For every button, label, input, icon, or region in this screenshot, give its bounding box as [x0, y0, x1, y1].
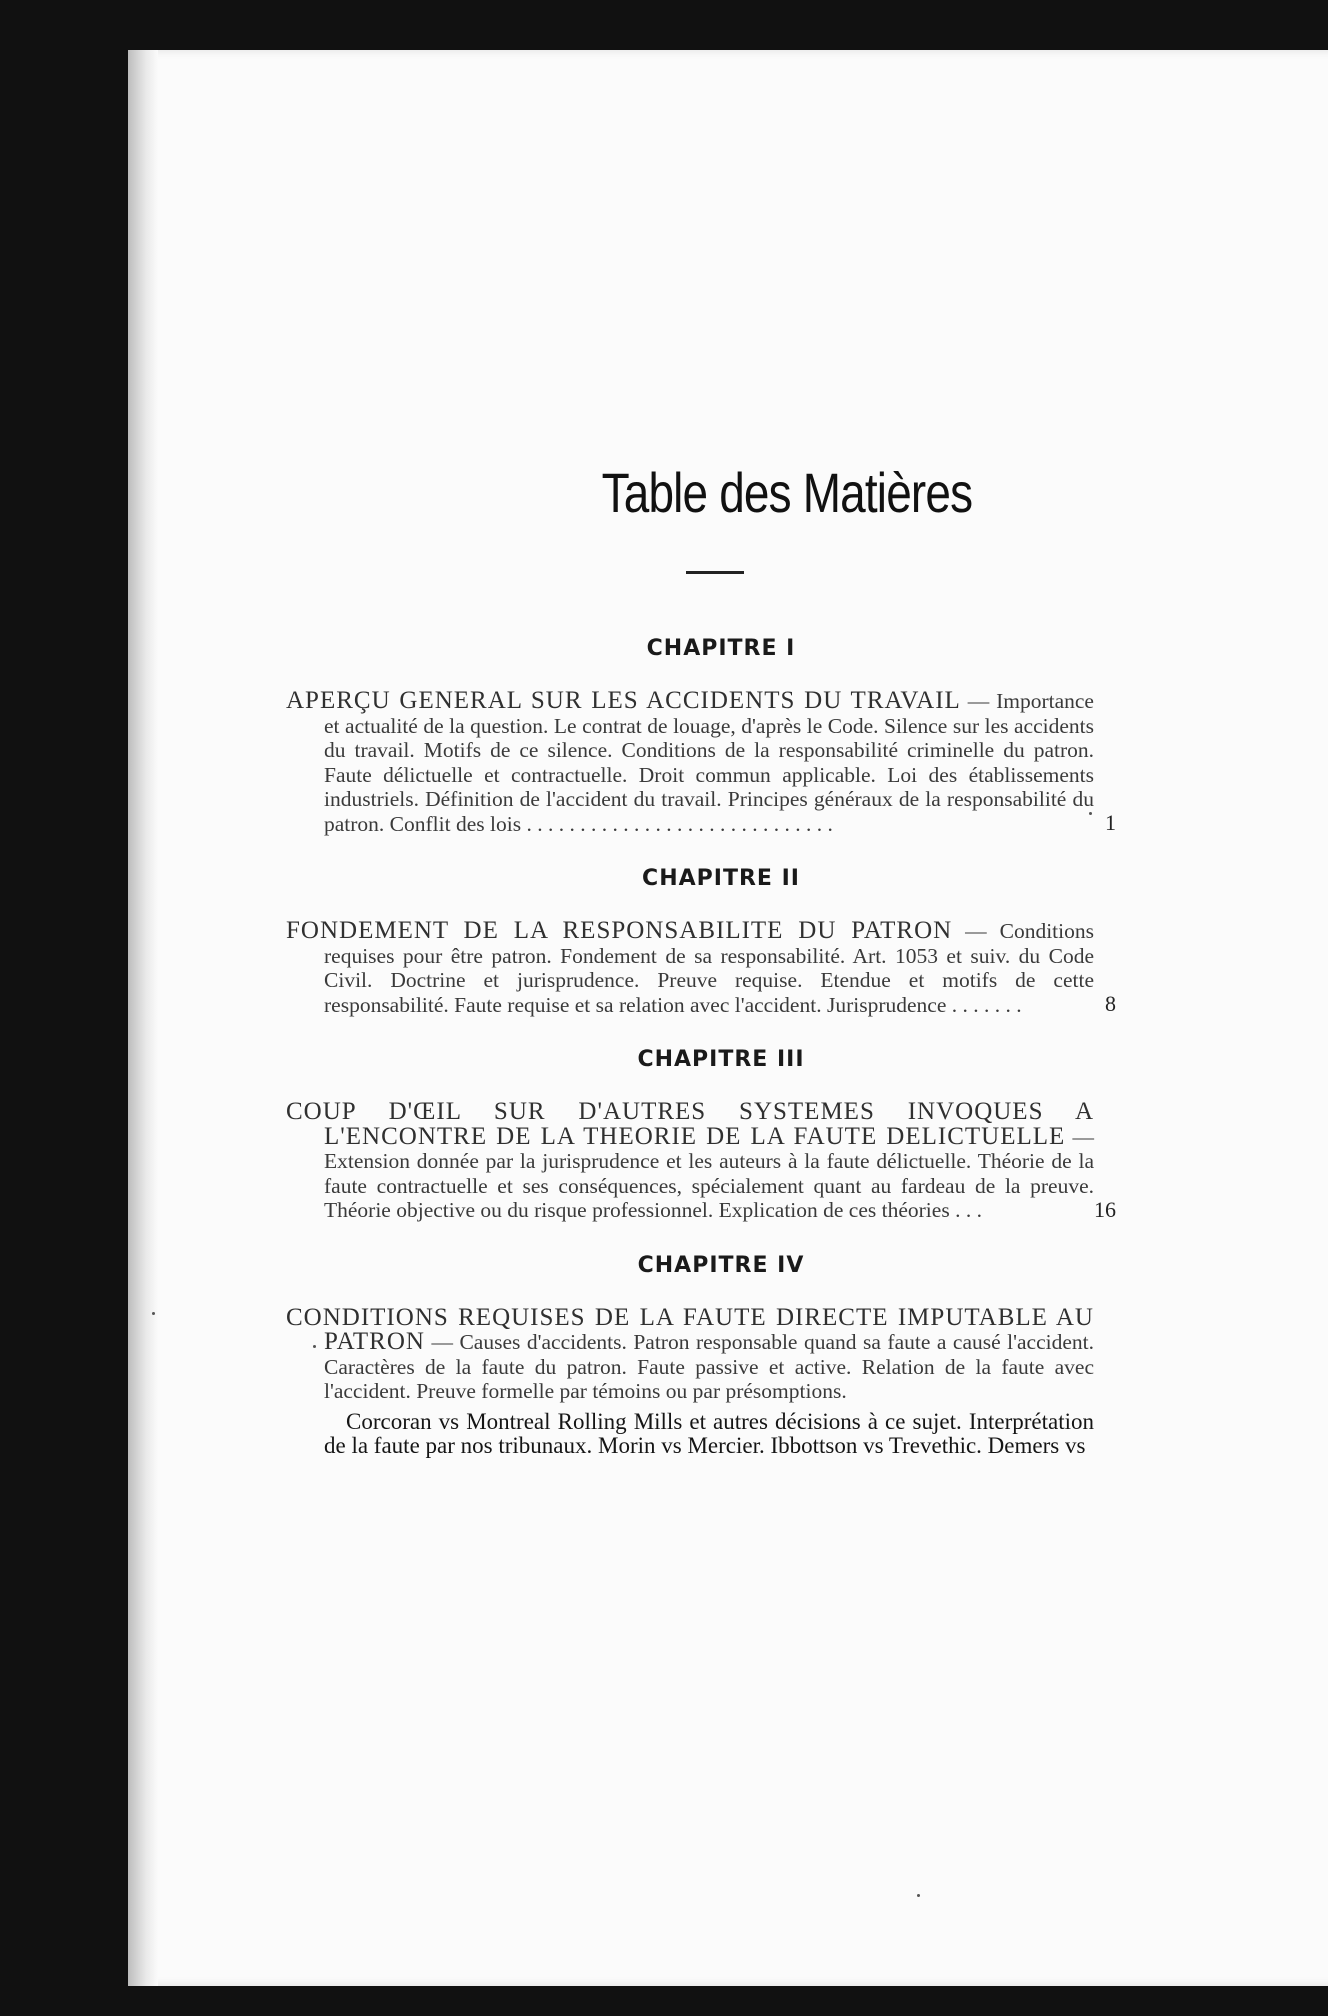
chapter-1-text: — Importance et actualité de la question. Le contrat de louage, d'après le Code. Silence sur les accidents du travail. Motifs de ce silence. Conditions de la responsabilité criminelle du patron. Faute délictuelle et contractuelle. Droit commun applicable. Loi des établissements industriels. Définition de l'accident du travail. Principes généraux de la responsabilité du patron. Conflit des lois . . . . . . . . . . . . . . . . . . . . . . . . . . . . .	[324, 689, 1094, 836]
title-rule	[686, 571, 744, 574]
scan-speck	[1089, 812, 1092, 815]
scan-speck	[152, 1312, 155, 1315]
page-title: Table des Matières	[601, 461, 973, 524]
chapter-2-entry	[286, 919, 1116, 1017]
chapter-4-title: CONDITIONS REQUISES DE LA FAUTE DIRECTE IMPUTABLE AU PATRON	[286, 1303, 1094, 1355]
chapter-3-title: COUP D'ŒIL SUR D'AUTRES SYSTEMES INVOQUES A L'ENCONTRE DE LA THEORIE DE LA FAUTE DELICTUELLE	[286, 1098, 1094, 1150]
chapter-3-summary	[286, 1100, 1094, 1223]
chapter-1-title: APERÇU GENERAL SUR LES ACCIDENTS DU TRAVAIL	[286, 687, 961, 714]
chapter-2-page: 8	[1105, 991, 1116, 1016]
chapter-3-heading: CHAPITRE III	[637, 1047, 805, 1072]
scan-speck	[313, 1345, 316, 1348]
chapter-4-continuation-text: Corcoran vs Montreal Rolling Mills et autres décisions à ce sujet. Interprétation de la faute par nos tribunaux. Morin vs Mercier. Ibbottson vs Trevethic. Demers vs	[324, 1408, 1094, 1458]
chapter-4-entry	[286, 1303, 1116, 1459]
chapter-4-heading: CHAPITRE IV	[637, 1252, 805, 1278]
chapter-1-page: 1	[1105, 810, 1116, 835]
chapter-1-entry	[286, 689, 1116, 836]
chapter-2-text: — Conditions requises pour être patron. Fondement de sa responsabilité. Art. 1053 et suiv. du Code Civil. Doctrine et jurisprudence. Preuve requise. Etendue et motifs de cette responsabilité. Faute requise et sa relation avec l'accident. Jurisprudence . . . . . . .	[324, 919, 1094, 1017]
chapter-2-heading: CHAPITRE II	[642, 866, 800, 891]
chapter-1-heading: CHAPITRE I	[646, 636, 796, 661]
page-gutter	[128, 50, 158, 1986]
chapter-3-text: — Extension donnée par la jurisprudence et les auteurs à la faute délictuelle. Théorie de la faute contractuelle et ses conséquences, spécialement quant au fardeau de la preuve. Théorie objective ou du risque professionnel. Explication de ces théories . . .	[324, 1124, 1094, 1222]
chapter-2-title: FONDEMENT DE LA RESPONSABILITE DU PATRON	[286, 917, 953, 944]
chapter-3-page: 16	[1094, 1196, 1116, 1222]
chapter-4-text: — Causes d'accidents. Patron responsable quand sa faute a causé l'accident. Caractères de la faute du patron. Faute passive et active. Relation de la faute avec l'accident. Preuve formelle par témoins ou par présomptions.	[324, 1330, 1094, 1403]
chapter-4-continuation	[286, 1410, 1094, 1459]
chapter-1-summary	[286, 689, 1094, 836]
chapter-4-summary	[286, 1303, 1094, 1404]
table-of-contents	[286, 636, 1116, 1489]
scan-speck	[917, 1894, 920, 1897]
chapter-3-entry	[286, 1100, 1116, 1223]
chapter-2-summary	[286, 919, 1094, 1017]
